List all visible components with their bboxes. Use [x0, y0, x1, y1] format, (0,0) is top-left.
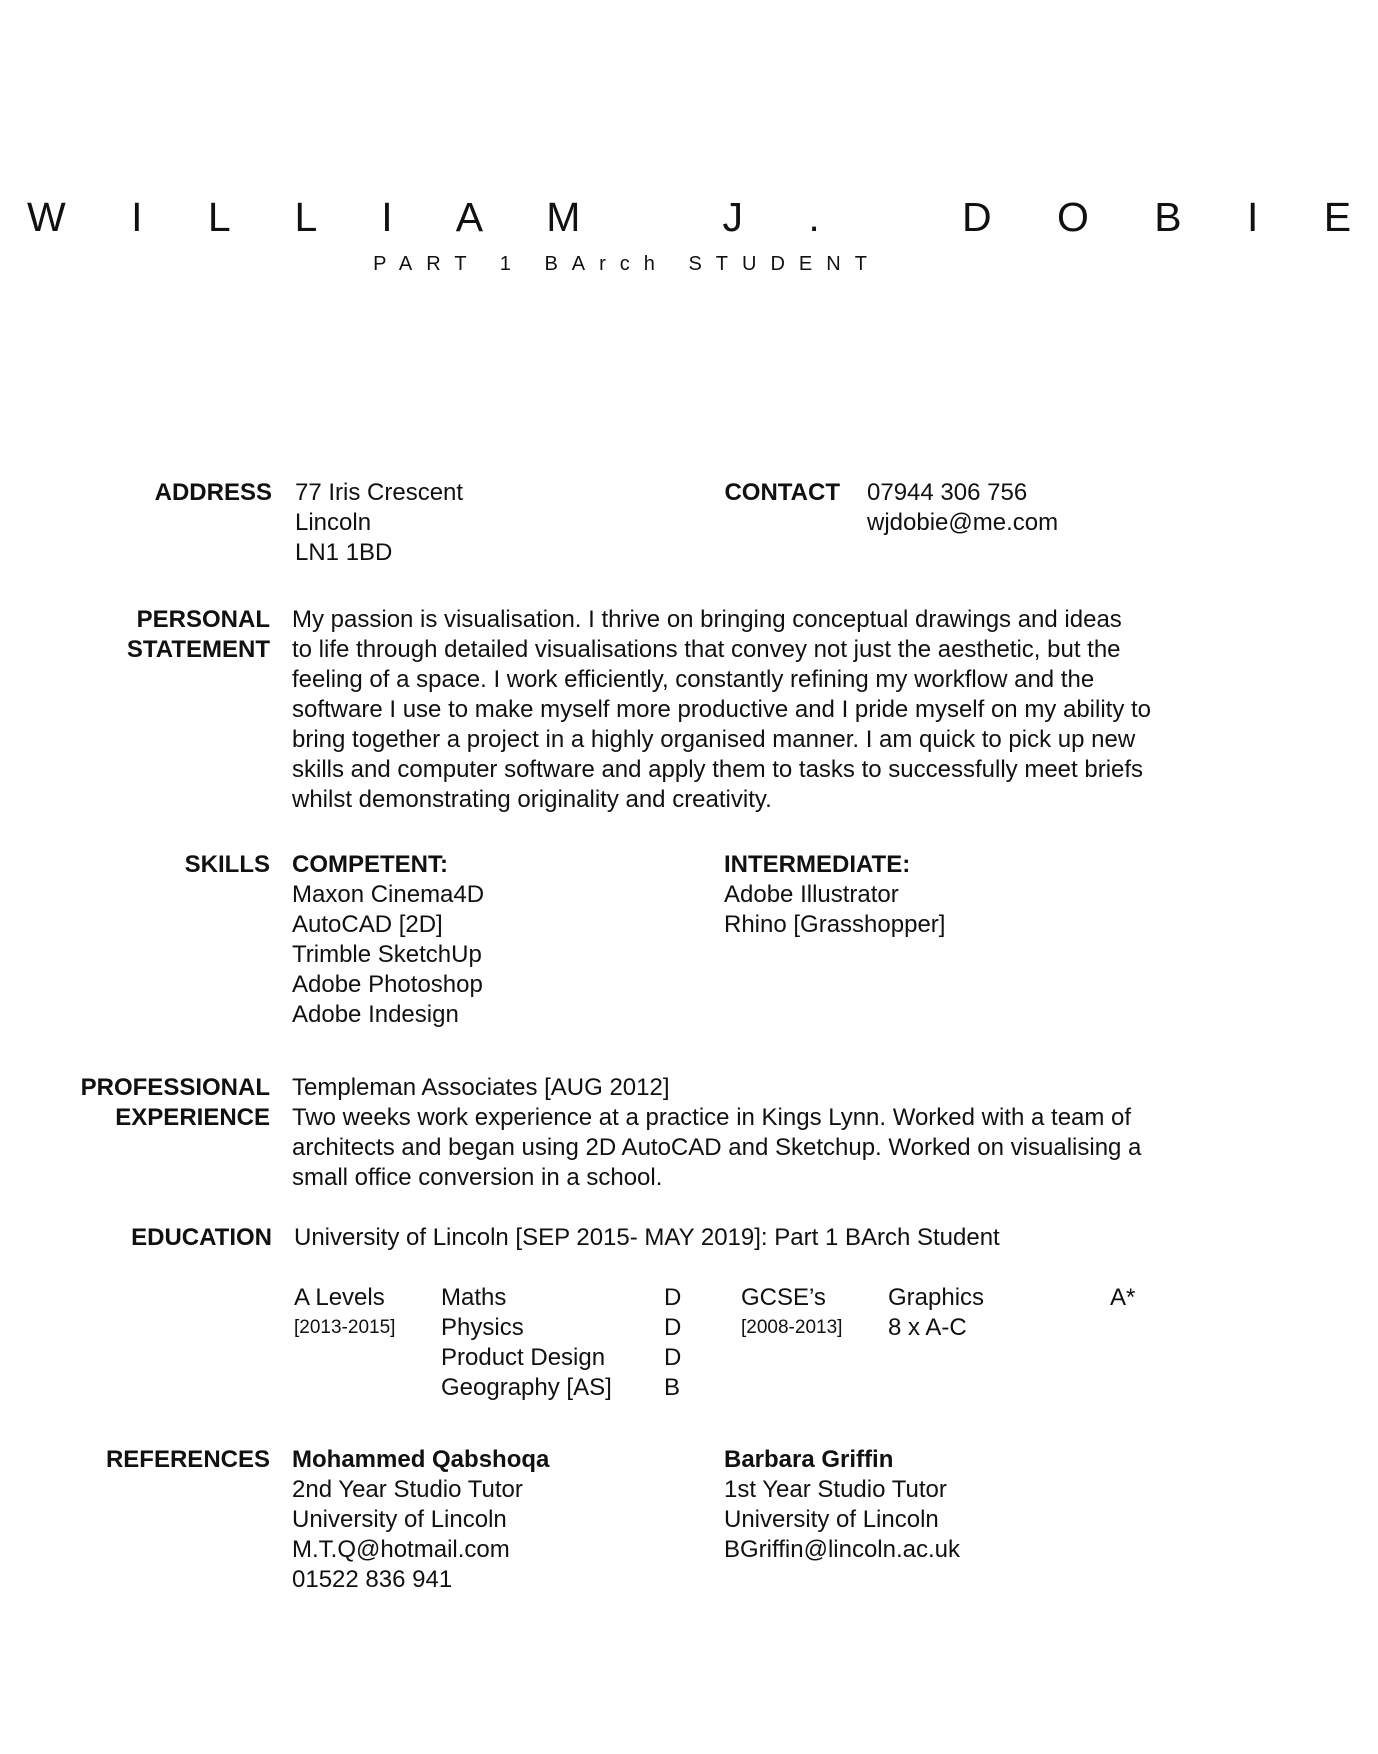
reference-line: 2nd Year Studio Tutor [292, 1476, 523, 1503]
label-line: PROFESSIONAL [80, 1074, 270, 1101]
label-line: STATEMENT [126, 636, 270, 663]
contact-phone: 07944 306 756 [867, 479, 1028, 506]
reference-line: 1st Year Studio Tutor [724, 1476, 947, 1503]
cv-subtitle [0, 253, 1240, 276]
contact-label: CONTACT [724, 479, 840, 506]
skills-label: SKILLS [184, 851, 270, 878]
intermediate-heading: INTERMEDIATE: [724, 851, 911, 878]
contact-email: wjdobie@me.com [867, 509, 1059, 536]
cv-name: W I L L I A M J . D O B I E [27, 194, 1378, 240]
skills-intermediate [724, 850, 945, 940]
reference-name: Mohammed Qabshoqa [292, 1446, 550, 1473]
address-line: 77 Iris Crescent [295, 479, 464, 506]
address-label: ADDRESS [154, 479, 272, 506]
subject-item: Geography [AS] [441, 1374, 612, 1401]
statement-line: bring together a project in a highly organised manner. I am quick to pick up new [292, 726, 1136, 753]
skill-item: Adobe Indesign [292, 1001, 459, 1028]
grade-item: A* [1110, 1284, 1136, 1311]
label-line: EXPERIENCE [115, 1104, 270, 1131]
experience-line: Two weeks work experience at a practice in Kings Lynn. Worked with a team of [292, 1104, 1132, 1131]
alevels-subjects [441, 1283, 612, 1403]
gcse-label-block [741, 1283, 842, 1343]
skill-item: Adobe Illustrator [724, 881, 899, 908]
grade-item: D [664, 1344, 682, 1371]
experience-title: Templeman Associates [AUG 2012] [292, 1074, 670, 1101]
skill-item: Rhino [Grasshopper] [724, 911, 946, 938]
experience-text [292, 1073, 1141, 1193]
reference-line: University of Lincoln [724, 1506, 939, 1533]
statement-line: skills and computer software and apply them to tasks to successfully meet briefs [292, 756, 1144, 783]
reference-phone: 01522 836 941 [292, 1566, 453, 1593]
education-university: University of Lincoln [SEP 2015- MAY 2019]: Part 1 BArch Student [294, 1224, 1000, 1251]
subject-item: Maths [441, 1284, 507, 1311]
gcse-grades [1110, 1283, 1135, 1313]
statement-line: My passion is visualisation. I thrive on bringing conceptual drawings and ideas [292, 606, 1122, 633]
gcse-subjects [888, 1283, 984, 1343]
personal-statement-label [60, 605, 270, 665]
statement-line: software I use to make myself more productive and I pride myself on my ability to [292, 696, 1152, 723]
alevels-label-block [294, 1283, 395, 1343]
gcse-label: GCSE’s [741, 1284, 826, 1311]
subject-item: 8 x A-C [888, 1314, 967, 1341]
competent-heading: COMPETENT: [292, 851, 448, 878]
experience-line: small office conversion in a school. [292, 1164, 663, 1191]
experience-line: architects and began using 2D AutoCAD and Sketchup. Worked on visualising a [292, 1134, 1142, 1161]
subtitle-text: PART 1 BArch STUDENT [373, 253, 881, 275]
reference-1 [292, 1445, 549, 1595]
grade-item: D [664, 1314, 682, 1341]
contact-block [867, 478, 1058, 538]
references-label: REFERENCES [105, 1446, 270, 1473]
experience-label [60, 1073, 270, 1133]
subject-item: Physics [441, 1314, 524, 1341]
address-block [295, 478, 463, 568]
skill-item: Trimble SketchUp [292, 941, 482, 968]
reference-email: BGriffin@lincoln.ac.uk [724, 1536, 961, 1563]
reference-2 [724, 1445, 960, 1565]
reference-email: M.T.Q@hotmail.com [292, 1536, 510, 1563]
alevels-grades [664, 1283, 681, 1403]
statement-line: feeling of a space. I work efficiently, constantly refining my workflow and the [292, 666, 1095, 693]
statement-line: to life through detailed visualisations that convey not just the aesthetic, but the [292, 636, 1121, 663]
skill-item: AutoCAD [2D] [292, 911, 443, 938]
statement-line: whilst demonstrating originality and creativity. [292, 786, 772, 813]
grade-item: D [664, 1284, 682, 1311]
reference-line: University of Lincoln [292, 1506, 507, 1533]
gcse-years: [2008-2013] [741, 1317, 843, 1338]
skills-competent [292, 850, 484, 1030]
subject-item: Product Design [441, 1344, 606, 1371]
alevels-years: [2013-2015] [294, 1317, 396, 1338]
label-line: PERSONAL [136, 606, 270, 633]
grade-item: B [664, 1374, 681, 1401]
address-line: Lincoln [295, 509, 372, 536]
alevels-label: A Levels [294, 1284, 385, 1311]
education-label: EDUCATION [131, 1224, 272, 1251]
address-line: LN1 1BD [295, 539, 393, 566]
personal-statement-text [292, 605, 1151, 815]
skill-item: Adobe Photoshop [292, 971, 483, 998]
subject-item: Graphics [888, 1284, 985, 1311]
skill-item: Maxon Cinema4D [292, 881, 485, 908]
reference-name: Barbara Griffin [724, 1446, 894, 1473]
